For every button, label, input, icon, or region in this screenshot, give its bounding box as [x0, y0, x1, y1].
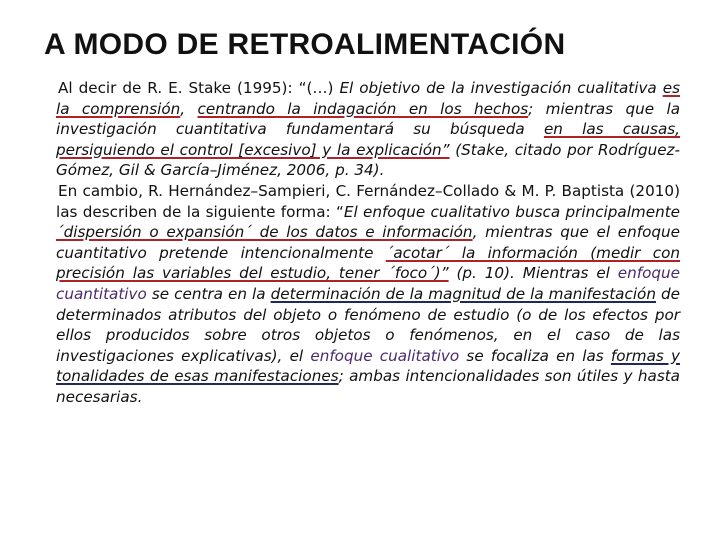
paragraph-hernandez	[56, 181, 680, 408]
underlined-phrase: es la comprensión	[56, 79, 680, 118]
highlighted-term: enfoque cualitativo	[310, 346, 460, 365]
text-span: ,	[180, 99, 198, 118]
text-span: se focaliza en las	[459, 346, 611, 365]
underlined-phrase: formas y tonalidades de esas manifestaciones	[56, 346, 680, 386]
underlined-phrase: ´dispersión o expansión´ de los datos e información	[56, 223, 473, 242]
text-span: , mientras que el enfoque cuantitativo pretende intencionalmente	[56, 223, 680, 262]
underlined-phrase: centrando la indagación en los hechos	[197, 99, 529, 118]
text-span: El enfoque cualitativo busca principalmente	[343, 202, 680, 221]
text-span: se centra en la	[146, 284, 271, 303]
paragraph-stake	[56, 78, 680, 181]
body-text	[56, 78, 680, 408]
text-span: de determinados atributos del objeto o fenómeno de estudio (o de los efectos por ellos producidos sobre otros objetos o fenómenos, en el caso de las investigaciones explicativas), el	[56, 284, 681, 365]
citation: (p. 10). Mientras el	[448, 264, 618, 283]
text-span: En cambio, R. Hernández–Sampieri, C. Fernández–Collado & M. P. Baptista (2010) las describen de la siguiente forma: “	[56, 181, 680, 221]
citation: (Stake, citado por Rodríguez-Gómez, Gil & García–Jiménez, 2006, p. 34).	[56, 140, 680, 180]
underlined-phrase: en las causas, persiguiendo el control [excesivo] y la explicación”	[56, 120, 680, 159]
text-span: ; mientras que la investigación cuantitativa fundamentará su búsqueda	[56, 99, 680, 139]
slide-title: A MODO DE RETROALIMENTACIÓN	[44, 28, 566, 61]
text-span: Al decir de R. E. Stake (1995): “(…)	[58, 79, 340, 97]
text-span: El objetivo de la investigación cualitativa	[339, 79, 663, 97]
underlined-phrase: ´acotar´ la información (medir con precisión las variables del estudio, tener ´foco´)”	[56, 243, 680, 283]
text-span: ; ambas intencionalidades son útiles y hasta necesarias.	[56, 367, 680, 406]
underlined-phrase: determinación de la magnitud de la manifestación	[270, 284, 656, 303]
highlighted-term: enfoque cuantitativo	[56, 264, 680, 303]
